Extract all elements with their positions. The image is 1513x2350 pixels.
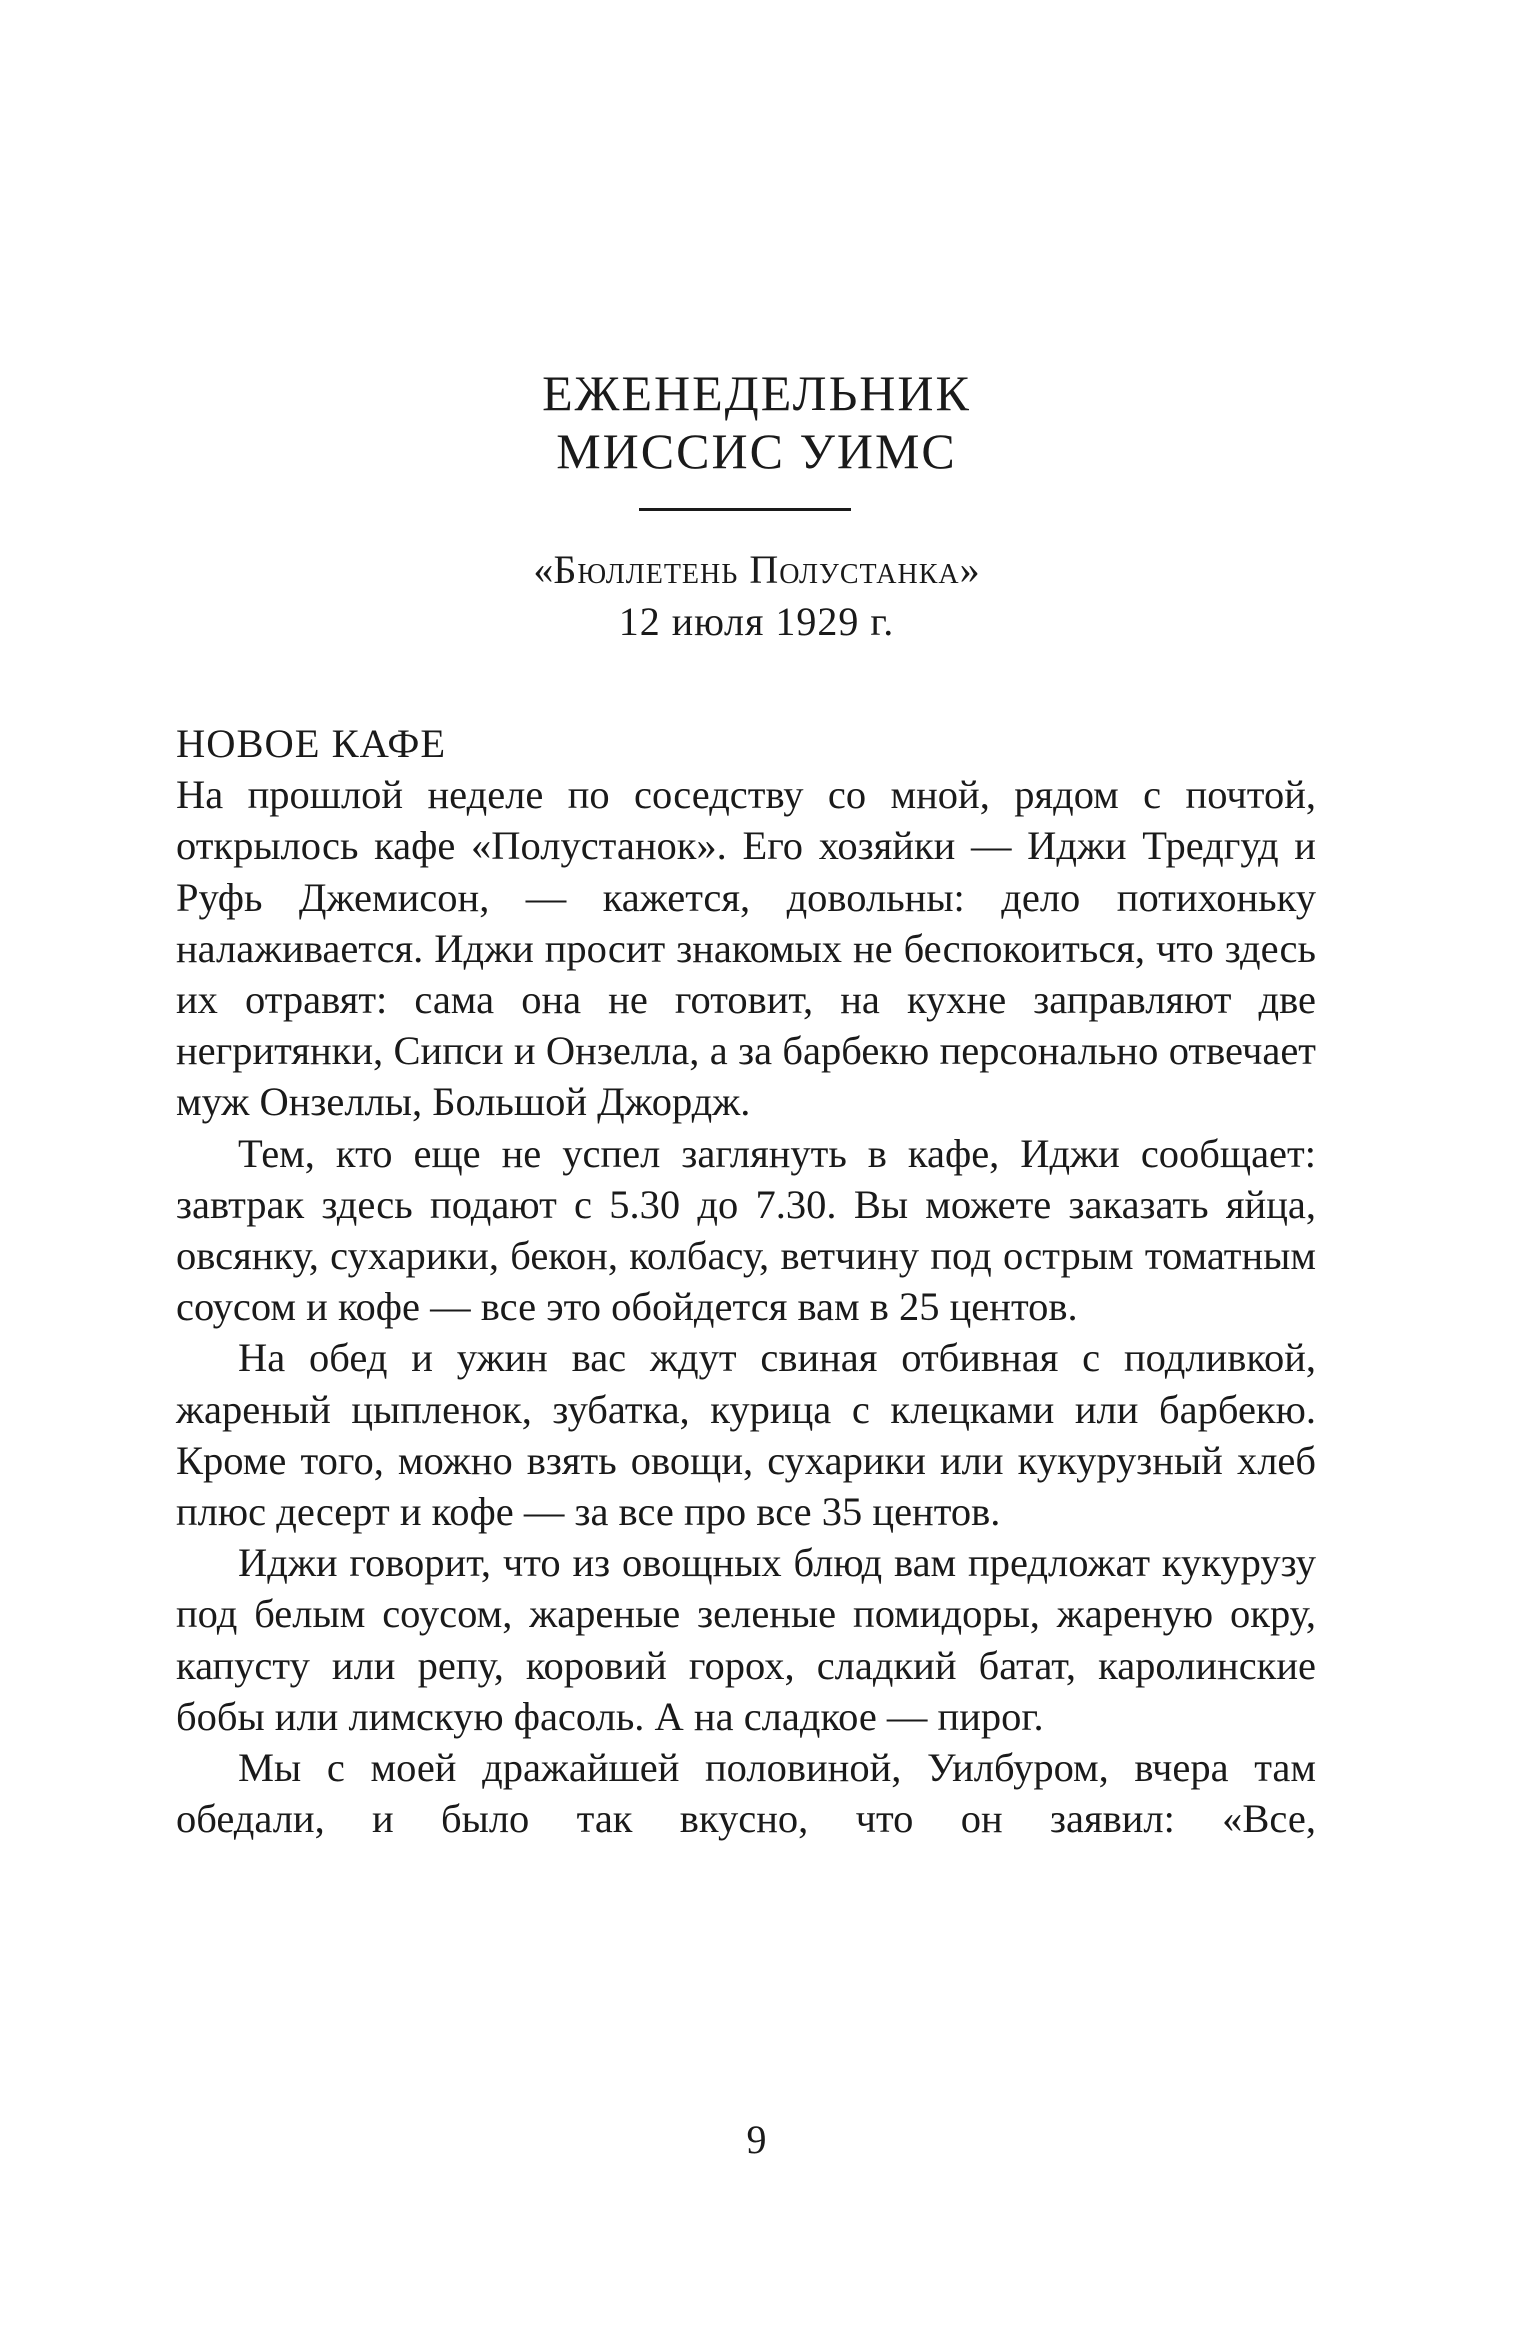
newspaper-name [0,544,1513,596]
page-number: 9 [746,2117,767,2162]
article-paragraph: Тем, кто еще не успел заглянуть в кафе, Иджи сообщает: завтрак здесь подают с 5.30 до 7.30. Вы можете заказать яйца, овсянку, сухарики, бекон, колбасу, ветчину под острым томатным соусом и кофе — все это обойдется вам в 25 центов. [176,1130,1316,1330]
chapter-title-line-2: МИССИС УИМС [556,423,957,479]
newspaper-close-quote: » [959,547,980,592]
title-divider [639,508,851,511]
article-paragraph: На прошлой неделе по соседству со мной, рядом с почтой, открылось кафе «Полустанок». Его хозяйки — Иджи Тредгуд и Руфь Джемисон, — кажется, довольны: дело потихоньку налаживается. Иджи просит знакомых не беспокоиться, что здесь их отравят: сама она не готовит, на кухне заправляют две негритянки, Сипси и Онзелла, а за барбекю персонально отвечает муж Онзеллы, Большой Джордж. [176,772,1316,1125]
article-body [176,718,1316,1844]
article-paragraph: Иджи говорит, что из овощных блюд вам предложат кукурузу под белым соусом, жареные зеленые помидоры, жареную окру, капусту или репу, коровий горох, сладкий батат, каролинские бобы или лимскую фасоль. А на сладкое — пирог. [176,1540,1316,1739]
article-heading: НОВОЕ КАФЕ [176,721,447,766]
issue-date: 12 июля 1929 г. [618,599,895,644]
chapter-title [0,364,1513,480]
newspaper-open-quote: « [533,547,554,592]
article-paragraph: Мы с моей дражайшей половиной, Уилбуром, вчера там обедали, и было так вкусно, что он заявил: «Все, [176,1745,1316,1842]
newspaper-name-text: Бюллетень Полустанка [553,547,960,592]
chapter-title-line-1: ЕЖЕНЕДЕЛЬНИК [542,365,971,421]
article-paragraph: На обед и ужин вас ждут свиная отбивная с подливкой, жареный цыпленок, зубатка, курица с клецками или барбекю. Кроме того, можно взять овощи, сухарики или кукурузный хлеб плюс десерт и кофе — за все про все 35 центов. [176,1335,1316,1535]
